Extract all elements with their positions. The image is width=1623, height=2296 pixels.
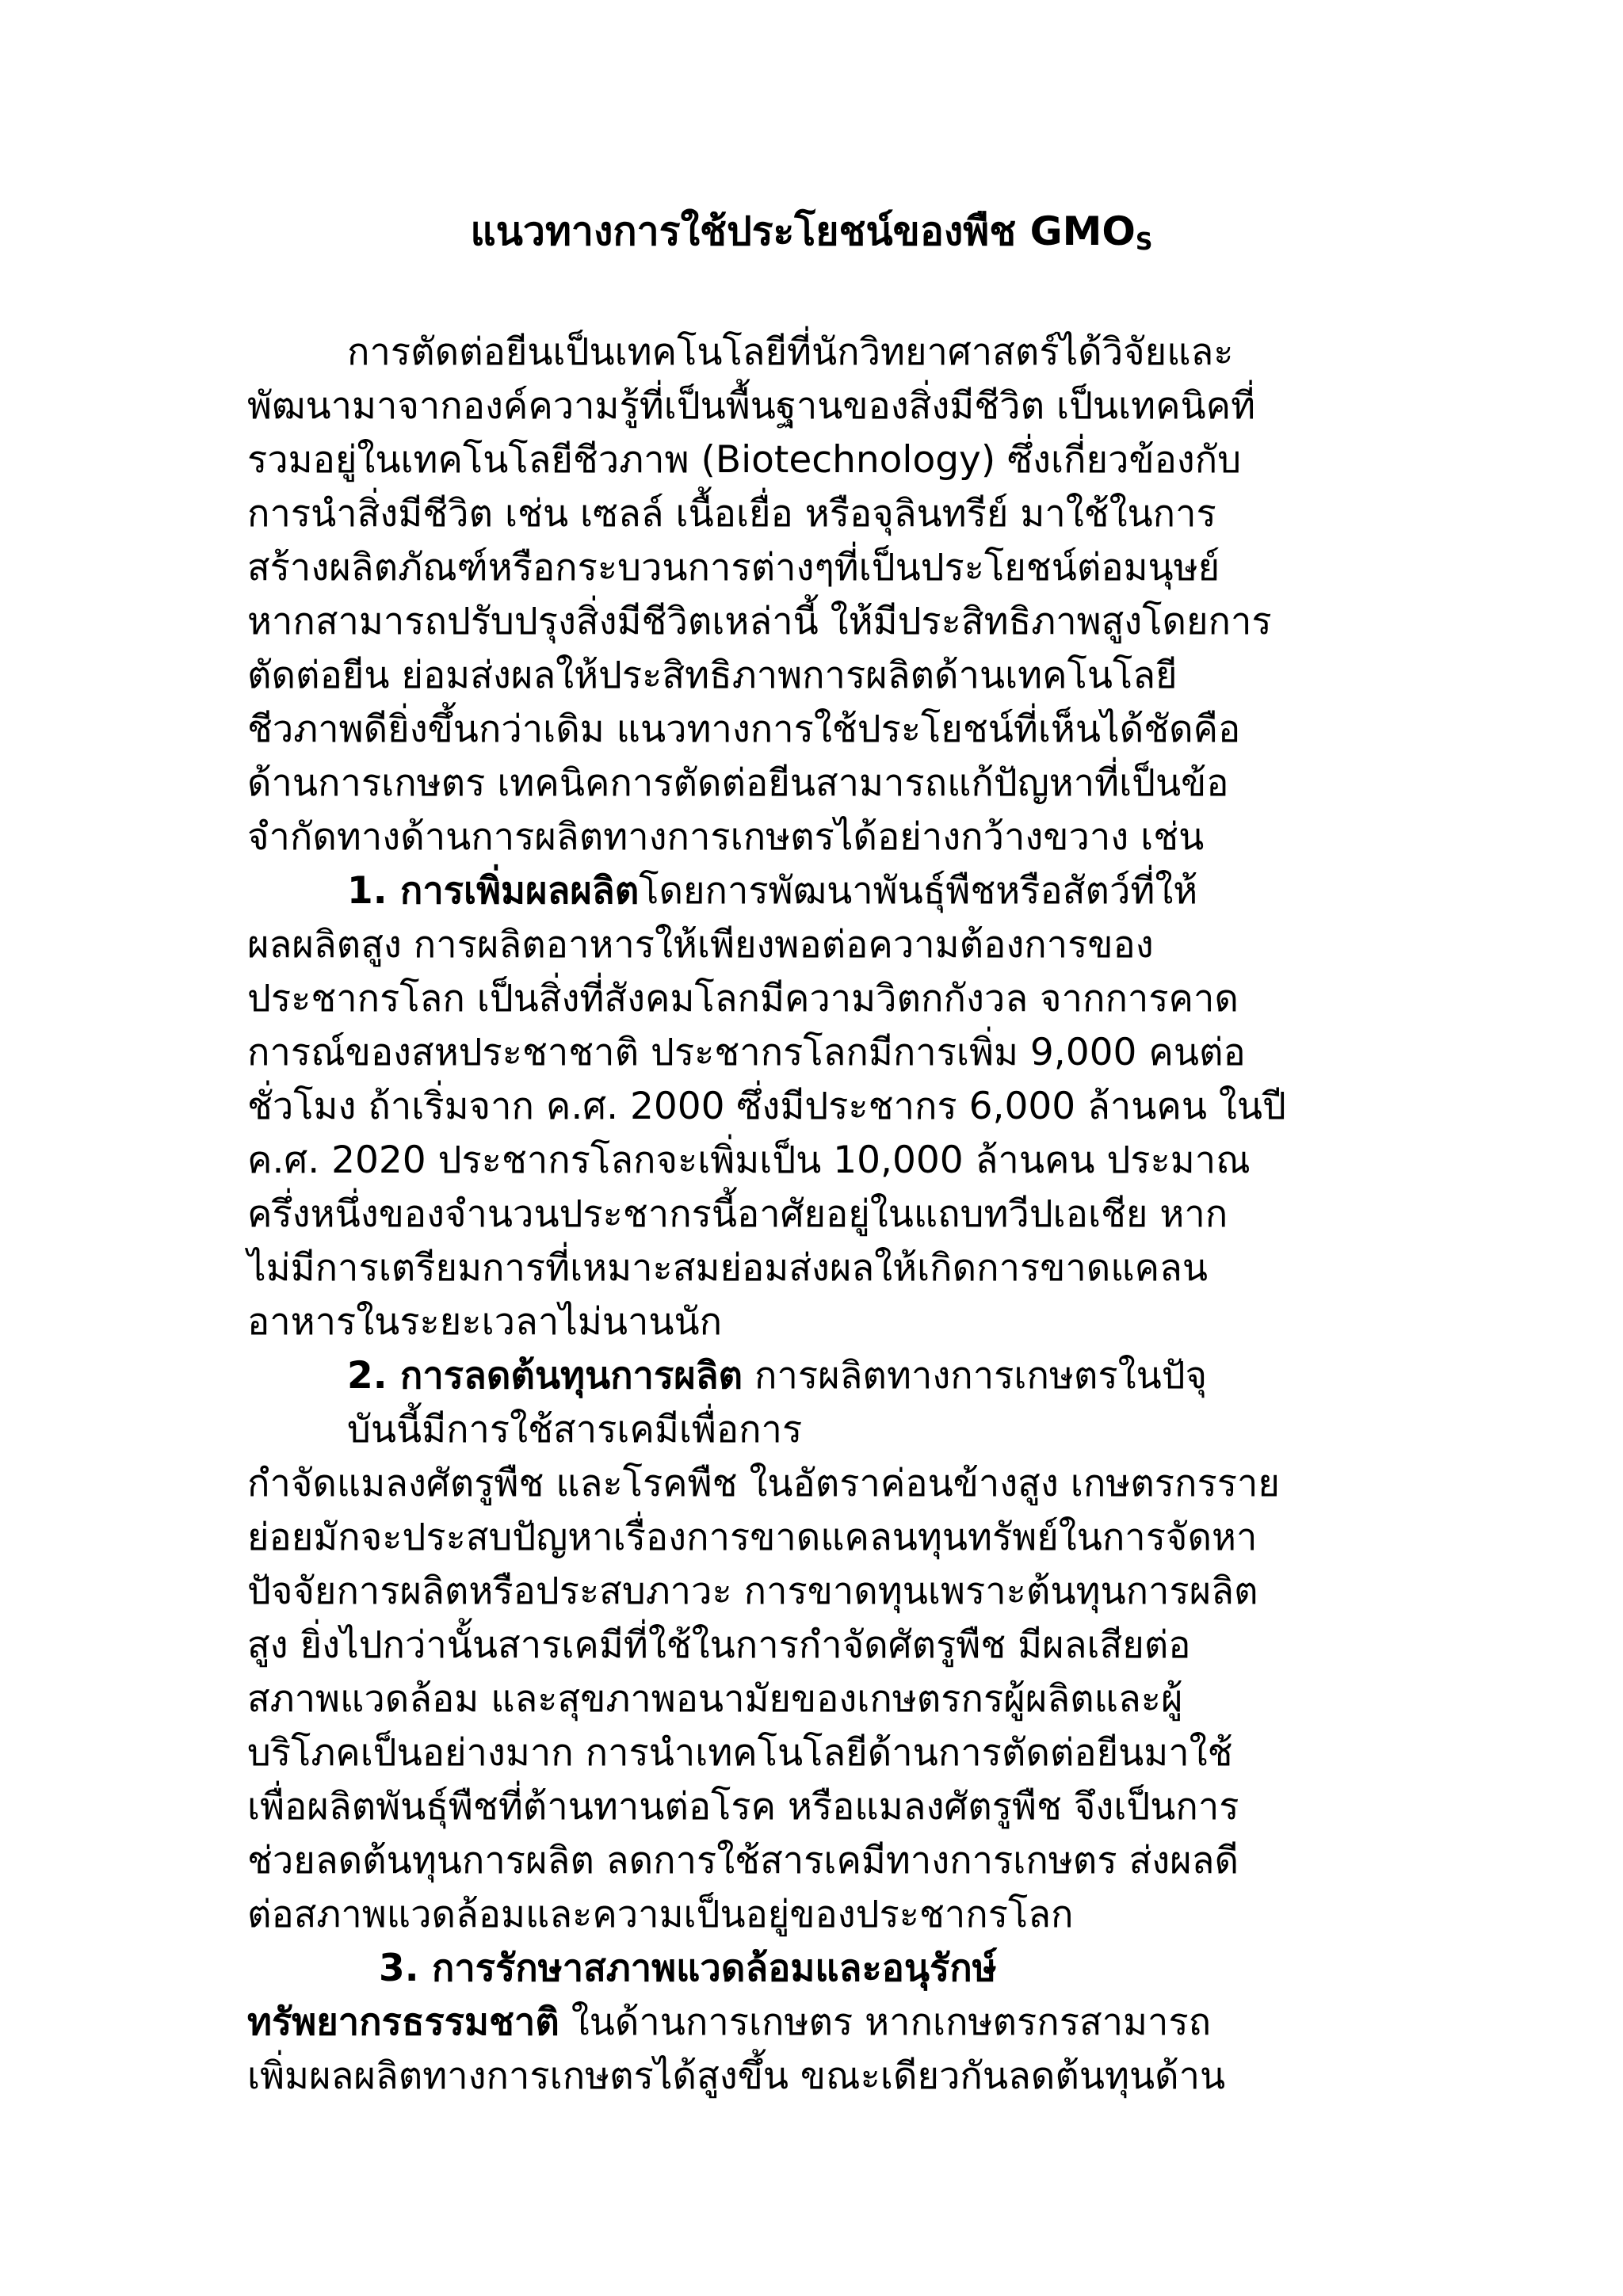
title-subscript: S: [1135, 228, 1153, 256]
intro-line: ชีวภาพดียิ่งขึ้นกว่าเดิม แนวทางการใช้ประโยชน์ที่เห็นได้ชัดคือ: [247, 707, 1241, 751]
section1-line: อาหารในระยะเวลาไม่นานนัก: [247, 1300, 723, 1344]
section2-line: เพื่อผลิตพันธุ์พืชที่ต้านทานต่อโรค หรือแมลงศัตรูพืช จึงเป็นการ: [247, 1785, 1239, 1829]
section2-first-line: [347, 1348, 1207, 1404]
section1-line: ชั่วโมง ถ้าเริ่มจาก ค.ศ. 2000 ซึ่งมีประชากร 6,000 ล้านคน ในปี: [247, 1085, 1286, 1128]
section1-line: ค.ศ. 2020 ประชากรโลกจะเพิ่มเป็น 10,000 ล้านคน ประมาณ: [247, 1138, 1251, 1182]
section1-line: ไม่มีการเตรียมการที่เหมาะสมย่อมส่งผลให้เกิดการขาดแคลน: [247, 1246, 1208, 1290]
page-title: [0, 200, 1623, 274]
section2-first-line-text: การผลิตทางการเกษตรในปัจุ: [743, 1354, 1208, 1398]
section2-second-line: บันนี้มีการใช้สารเคมีเพื่อการ: [347, 1408, 803, 1451]
section3-line: เพิ่มผลผลิตทางการเกษตรได้สูงขึ้น ขณะเดียวกันลดต้นทุนด้าน: [247, 2054, 1226, 2098]
section2-line: สูง ยิ่งไปกว่านั้นสารเคมีที่ใช้ในการกำจัดศัตรูพืช มีผลเสียต่อ: [247, 1623, 1191, 1667]
section1-line: ประชากรโลก เป็นสิ่งที่สังคมโลกมีความวิตกกังวล จากการคาด: [247, 977, 1239, 1020]
intro-line: หากสามารถปรับปรุงสิ่งมีชีวิตเหล่านี้ ให้มีประสิทธิภาพสูงโดยการ: [247, 600, 1272, 643]
intro-line: การนำสิ่งมีชีวิต เช่น เซลล์ เนื้อเยื่อ หรือจุลินทรีย์ มาใช้ในการ: [247, 492, 1216, 536]
section3-heading: [379, 1941, 997, 1997]
section1-first-line-text: โดยการพัฒนาพันธุ์พืชหรือสัตว์ที่ให้: [639, 869, 1198, 913]
intro-line: ด้านการเกษตร เทคนิคการตัดต่อยีนสามารถแก้ปัญหาที่เป็นข้อ: [247, 761, 1229, 805]
section1-line: ครึ่งหนึ่งของจำนวนประชากรนี้อาศัยอยู่ในแถบทวีปเอเชีย หาก: [247, 1192, 1228, 1236]
section2-line: ต่อสภาพแวดล้อมและความเป็นอยู่ของประชากรโลก: [247, 1893, 1074, 1936]
section2-heading: 2. การลดต้นทุนการผลิต: [347, 1354, 743, 1398]
section2-line: กำจัดแมลงศัตรูพืช และโรคพืช ในอัตราค่อนข้างสูง เกษตรกรราย: [247, 1462, 1280, 1505]
section3-heading-text: 3. การรักษาสภาพแวดล้อมและอนุรักษ์: [379, 1947, 997, 1990]
section2-line: บริโภคเป็นอย่างมาก การนำเทคโนโลยีด้านการตัดต่อยีนมาใช้: [247, 1731, 1233, 1775]
section1-heading: 1. การเพิ่มผลผลิต: [347, 869, 640, 913]
section1-line: การณ์ของสหประชาชาติ ประชากรโลกมีการเพิ่ม 9,000 คนต่อ: [247, 1031, 1246, 1074]
section2-line: ปัจจัยการผลิตหรือประสบภาวะ การขาดทุนเพราะต้นทุนการผลิต: [247, 1569, 1258, 1613]
intro-line: รวมอยู่ในเทคโนโลยีชีวภาพ (Biotechnology) ซึ่งเกี่ยวข้องกับ: [247, 438, 1242, 482]
intro-line: สร้างผลิตภัณฑ์หรือกระบวนการต่างๆที่เป็นประโยชน์ต่อมนุษย์: [247, 546, 1220, 589]
section1-line: ผลผลิตสูง การผลิตอาหารให้เพียงพอต่อความต้องการของ: [247, 923, 1154, 967]
intro-line: พัฒนามาจากองค์ความรู้ที่เป็นพื้นฐานของสิ่งมีชีวิต เป็นเทคนิคที่: [247, 384, 1256, 428]
intro-line: ตัดต่อยีน ย่อมส่งผลให้ประสิทธิภาพการผลิตด้านเทคโนโลยี: [247, 654, 1178, 697]
section3-second-line-text: ในด้านการเกษตร หากเกษตรกรสามารถ: [559, 2000, 1212, 2044]
intro-line: การตัดต่อยีนเป็นเทคโนโลยีที่นักวิทยาศาสตร์ได้วิจัยและ: [347, 330, 1234, 374]
section2-line: ช่วยลดต้นทุนการผลิต ลดการใช้สารเคมีทางการเกษตร ส่งผลดี: [247, 1839, 1239, 1882]
section3-second-line: [247, 1995, 1211, 2050]
section1-first-line: [347, 864, 1197, 919]
section2-line: ย่อยมักจะประสบปัญหาเรื่องการขาดแคลนทุนทรัพย์ในการจัดหา: [247, 1516, 1258, 1559]
section2-line: สภาพแวดล้อม และสุขภาพอนามัยของเกษตรกรผู้ผลิตและผู้: [247, 1677, 1183, 1721]
intro-line: จำกัดทางด้านการผลิตทางการเกษตรได้อย่างกว้างขวาง เช่น: [247, 815, 1205, 859]
section3-heading-continued: ทรัพยากรธรรมชาติ: [247, 2000, 559, 2044]
title-text: แนวทางการใช้ประโยชน์ของพืช GMO: [470, 208, 1136, 254]
